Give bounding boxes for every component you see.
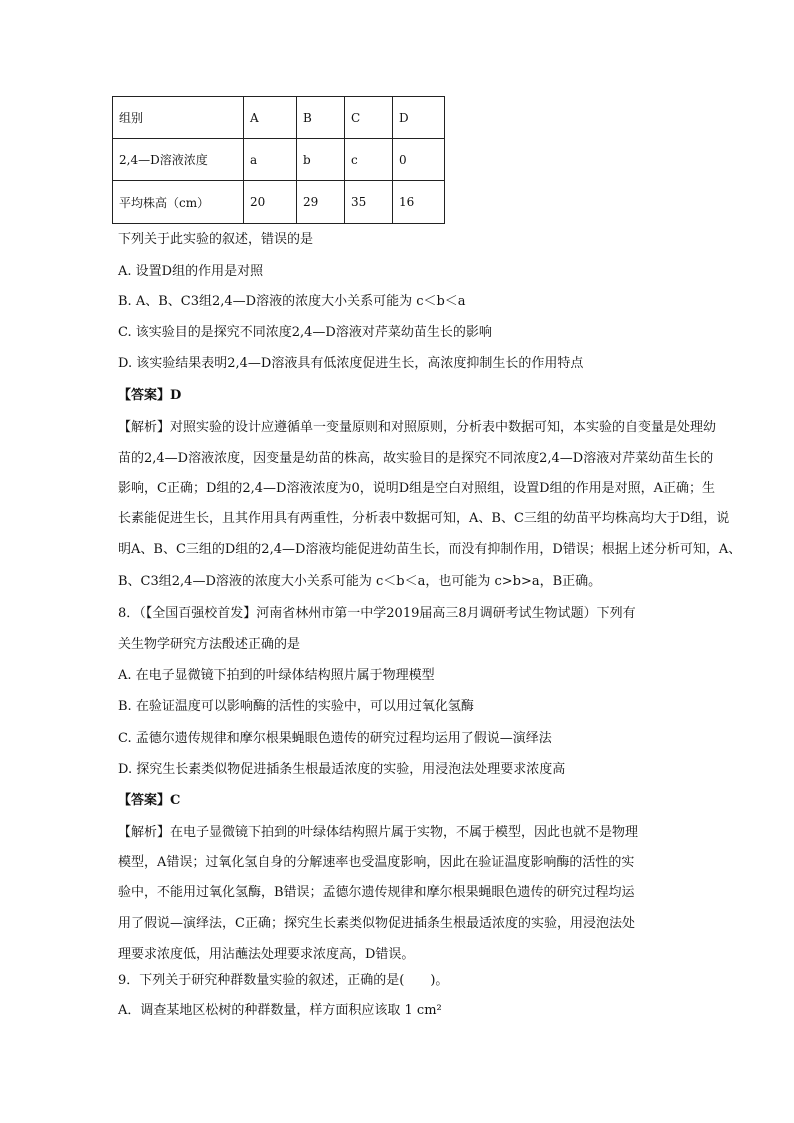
analysis-line: 用了假说—演绎法，C正确；探究生长素类似物促进插条生根最适浓度的实验，用浸泡法处 [118, 916, 635, 931]
table-cell: D [393, 97, 445, 139]
analysis-line: 【解析】在电子显微镜下拍到的叶绿体结构照片属于实物，不属于模型，因此也就不是物理 [118, 825, 639, 840]
answer: 【答案】C [118, 793, 181, 808]
option-a: A. 在电子显微镜下拍到的叶绿体结构照片属于物理模型 [118, 668, 435, 683]
table-cell: c [345, 139, 393, 181]
question-stem: 下列关于此实验的叙述，错误的是 [118, 232, 314, 247]
analysis-line: 长素能促进生长，且其作用具有两重性，分析表中数据可知，A、B、C三组的幼苗平均株高均大于D组，说 [118, 511, 730, 526]
table-cell: B [297, 97, 345, 139]
table-cell: 2,4—D溶液浓度 [113, 139, 244, 181]
option-c: C. 孟德尔遗传规律和摩尔根果蝇眼色遗传的研究过程均运用了假说—演绎法 [118, 731, 552, 746]
analysis-line: 影响，C正确；D组的2,4—D溶液浓度为0，说明D组是空白对照组，设置D组的作用是对照，A正确；生 [118, 481, 715, 496]
table-cell: C [345, 97, 393, 139]
table-cell: 平均株高（cm） [113, 181, 244, 224]
data-table [112, 96, 445, 224]
table-cell: 16 [393, 181, 445, 224]
option-a: A. 设置D组的作用是对照 [118, 264, 264, 279]
table-cell: b [297, 139, 345, 181]
table-cell: 组别 [113, 97, 244, 139]
table-cell: A [244, 97, 297, 139]
table-cell: 29 [297, 181, 345, 224]
analysis-line: B、C3组2,4—D溶液的浓度大小关系可能为 c＜b＜a，也可能为 c>b>a，B正确。 [118, 574, 602, 589]
analysis-line: 理要求浓度低，用沾蘸法处理要求浓度高，D错误。 [118, 947, 415, 962]
analysis-line: 验中，不能用过氧化氢酶，B错误；孟德尔遗传规律和摩尔根果蝇眼色遗传的研究过程均运 [118, 885, 635, 900]
analysis-line: 明A、B、C三组的D组的2,4—D溶液均能促进幼苗生长，而没有抑制作用，D错误；根据上述分析可知，A、 [118, 542, 742, 557]
table-cell: 35 [345, 181, 393, 224]
option-d: D. 该实验结果表明2,4—D溶液具有低浓度促进生长，高浓度抑制生长的作用特点 [118, 356, 584, 371]
table-cell: 20 [244, 181, 297, 224]
table-cell: 0 [393, 139, 445, 181]
analysis-line: 【解析】对照实验的设计应遵循单一变量原则和对照原则，分析表中数据可知，本实验的自变量是处理幼 [118, 420, 717, 435]
table-row [113, 97, 445, 139]
answer: 【答案】D [118, 388, 182, 403]
option-a: A．调查某地区松树的种群数量，样方面积应该取 1 cm² [118, 1003, 442, 1018]
question-stem: 9．下列关于研究种群数量实验的叙述，正确的是( )。 [118, 973, 449, 988]
analysis-line: 模型，A错误；过氧化氢自身的分解速率也受温度影响，因此在验证温度影响酶的活性的实 [118, 855, 635, 870]
table-row [113, 181, 445, 224]
table-cell: a [244, 139, 297, 181]
option-d: D. 探究生长素类似物促进插条生根最适浓度的实验，用浸泡法处理要求浓度高 [118, 762, 566, 777]
option-b: B. 在验证温度可以影响酶的活性的实验中，可以用过氧化氢酶 [118, 699, 474, 714]
question-stem: 8．（【全国百强校首发】河南省林州市第一中学2019届高三8月调研考试生物试题）下列有 [118, 606, 636, 621]
table-row [113, 139, 445, 181]
option-b: B. A、B、C3组2,4—D溶液的浓度大小关系可能为 c＜b＜a [118, 294, 466, 309]
option-c: C. 该实验目的是探究不同浓度2,4—D溶液对芹菜幼苗生长的影响 [118, 325, 492, 340]
analysis-line: 苗的2,4—D溶液浓度，因变量是幼苗的株高，故实验目的是探究不同浓度2,4—D溶液对芹菜幼苗生长的 [118, 451, 714, 466]
question-stem: 关生物学研究方法酘述正确的是 [118, 637, 301, 652]
